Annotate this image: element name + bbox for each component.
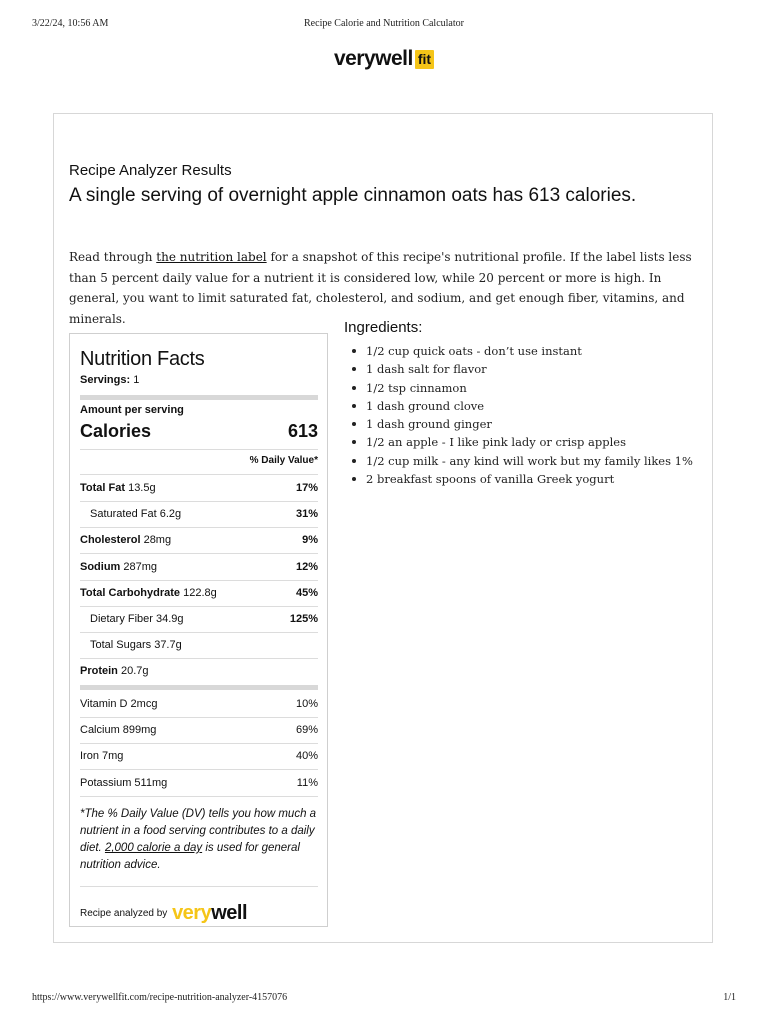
divider bbox=[80, 886, 318, 887]
ingredients-list bbox=[344, 342, 704, 488]
divider bbox=[80, 474, 318, 475]
verywell-logo[interactable]: verywell bbox=[172, 902, 248, 924]
nutrient-pct: 31% bbox=[295, 508, 318, 520]
nutrition-facts-panel bbox=[69, 333, 328, 927]
results-headline: A single serving of overnight apple cinnamon oats has 613 calories. bbox=[69, 185, 637, 206]
nutrient-pct: 125% bbox=[289, 613, 318, 625]
nutrient-row-total-fat bbox=[80, 482, 318, 496]
ingredients-title: Ingredients: bbox=[344, 319, 423, 336]
nutrient-pct: 45% bbox=[295, 587, 318, 599]
nutrient-row-dietary-fiber bbox=[80, 613, 318, 627]
divider bbox=[80, 449, 318, 450]
bullet-icon bbox=[352, 459, 356, 463]
micro-pct: 11% bbox=[296, 777, 318, 789]
list-item: 2 breakfast spoons of vanilla Greek yogurt bbox=[344, 470, 704, 488]
servings bbox=[80, 374, 139, 386]
amount-per-serving: Amount per serving bbox=[80, 404, 184, 416]
nutrition-facts-title: Nutrition Facts bbox=[80, 348, 205, 370]
list-item: 1 dash salt for flavor bbox=[344, 360, 704, 378]
nutrient-label: Protein 20.7g bbox=[80, 665, 149, 677]
divider bbox=[80, 580, 318, 581]
nutrient-row-total-carbohydrate bbox=[80, 587, 318, 601]
divider bbox=[80, 606, 318, 607]
micro-row-calcium bbox=[80, 724, 318, 738]
nutrient-label: Total Sugars 37.7g bbox=[90, 639, 182, 651]
divider bbox=[80, 553, 318, 554]
thick-divider bbox=[80, 685, 318, 690]
nutrient-label: Total Carbohydrate 122.8g bbox=[80, 587, 217, 599]
divider bbox=[80, 717, 318, 718]
bullet-icon bbox=[352, 422, 356, 426]
nutrient-label: Total Fat 13.5g bbox=[80, 482, 156, 494]
nutrient-row-sodium bbox=[80, 561, 318, 575]
nutrient-pct: 17% bbox=[295, 482, 318, 494]
micro-label: Potassium 511mg bbox=[80, 777, 168, 789]
micro-label: Iron 7mg bbox=[80, 750, 124, 762]
list-item: 1/2 cup quick oats - don’t use instant bbox=[344, 342, 704, 360]
nutrient-label: Cholesterol 28mg bbox=[80, 534, 172, 546]
divider bbox=[80, 743, 318, 744]
calories-label: Calories bbox=[80, 421, 152, 441]
servings-label: Servings: bbox=[80, 374, 131, 386]
nutrient-pct: 9% bbox=[302, 534, 318, 546]
print-url: https://www.verywellfit.com/recipe-nutrition-analyzer-4157076 bbox=[32, 992, 288, 1003]
list-item: 1 dash ground ginger bbox=[344, 415, 704, 433]
bullet-icon bbox=[352, 367, 356, 371]
micro-pct: 40% bbox=[295, 750, 318, 762]
recipe-analyzed-by bbox=[80, 902, 247, 925]
nutrient-pct: 12% bbox=[295, 561, 318, 573]
logo-wordmark: verywell bbox=[333, 47, 413, 70]
divider bbox=[80, 796, 318, 797]
divider bbox=[80, 501, 318, 502]
calorie-a-day-link[interactable]: 2,000 calorie a day bbox=[104, 842, 203, 854]
list-item: 1/2 cup milk - any kind will work but my family likes 1% bbox=[344, 452, 704, 470]
nutrient-row-total-sugars bbox=[80, 639, 318, 653]
divider bbox=[80, 658, 318, 659]
list-item: 1 dash ground clove bbox=[344, 397, 704, 415]
nutrient-label: Dietary Fiber 34.9g bbox=[90, 613, 184, 625]
bullet-icon bbox=[352, 386, 356, 390]
nutrient-row-protein bbox=[80, 665, 318, 679]
divider bbox=[80, 527, 318, 528]
micro-pct: 10% bbox=[295, 698, 318, 710]
daily-value-footnote bbox=[80, 806, 318, 874]
nutrition-label-link[interactable]: the nutrition label bbox=[156, 250, 267, 264]
print-footer bbox=[32, 992, 736, 1006]
intro-text-start: Read through bbox=[69, 250, 157, 264]
bullet-icon bbox=[352, 404, 356, 408]
bullet-icon bbox=[352, 440, 356, 444]
results-eyebrow: Recipe Analyzer Results bbox=[69, 162, 232, 179]
footnote-text-start: *The % Daily Value (DV) tells you how much a nutrient in a food serving contributes to a daily diet. bbox=[80, 808, 317, 854]
divider bbox=[80, 632, 318, 633]
intro-text-end: for a snapshot of this recipe's nutritional profile. If the label lists less than 5 percent daily value for a nutrient it is considered low, while 20 percent or more is high. In general, you want to limit saturated fat, cholesterol, and sodium, and get enough fiber, vitamins, and minerals. bbox=[69, 250, 692, 326]
print-page-number: 1/1 bbox=[723, 992, 736, 1003]
list-item: 1/2 an apple - I like pink lady or crisp apples bbox=[344, 433, 704, 451]
verywell-fit-logo[interactable] bbox=[0, 47, 768, 71]
bullet-icon bbox=[352, 349, 356, 353]
calories-row bbox=[80, 421, 318, 442]
print-date: 3/22/24, 10:56 AM bbox=[32, 18, 109, 29]
list-item: 1/2 tsp cinnamon bbox=[344, 379, 704, 397]
nutrient-row-cholesterol bbox=[80, 534, 318, 548]
micro-pct: 69% bbox=[295, 724, 318, 736]
daily-value-header: % Daily Value* bbox=[249, 455, 318, 466]
micro-label: Vitamin D 2mcg bbox=[80, 698, 158, 710]
micro-label: Calcium 899mg bbox=[80, 724, 157, 736]
nutrient-label: Sodium 287mg bbox=[80, 561, 158, 573]
nutrient-row-saturated-fat bbox=[80, 508, 318, 522]
micro-row-potassium bbox=[80, 777, 318, 791]
servings-value: 1 bbox=[130, 374, 140, 386]
micro-row-iron bbox=[80, 750, 318, 764]
print-header bbox=[32, 18, 736, 32]
divider bbox=[80, 769, 318, 770]
bullet-icon bbox=[352, 477, 356, 481]
logo-fit-badge: fit bbox=[415, 50, 434, 69]
analyzed-by-label: Recipe analyzed by bbox=[80, 908, 168, 919]
nutrient-label: Saturated Fat 6.2g bbox=[90, 508, 182, 520]
print-title: Recipe Calorie and Nutrition Calculator bbox=[304, 18, 464, 29]
micro-row-vitamin-d bbox=[80, 698, 318, 712]
thick-divider bbox=[80, 395, 318, 400]
results-intro bbox=[69, 247, 694, 329]
footnote-text-end: is used for general nutrition advice. bbox=[80, 842, 300, 871]
calories-value: 613 bbox=[287, 421, 318, 441]
